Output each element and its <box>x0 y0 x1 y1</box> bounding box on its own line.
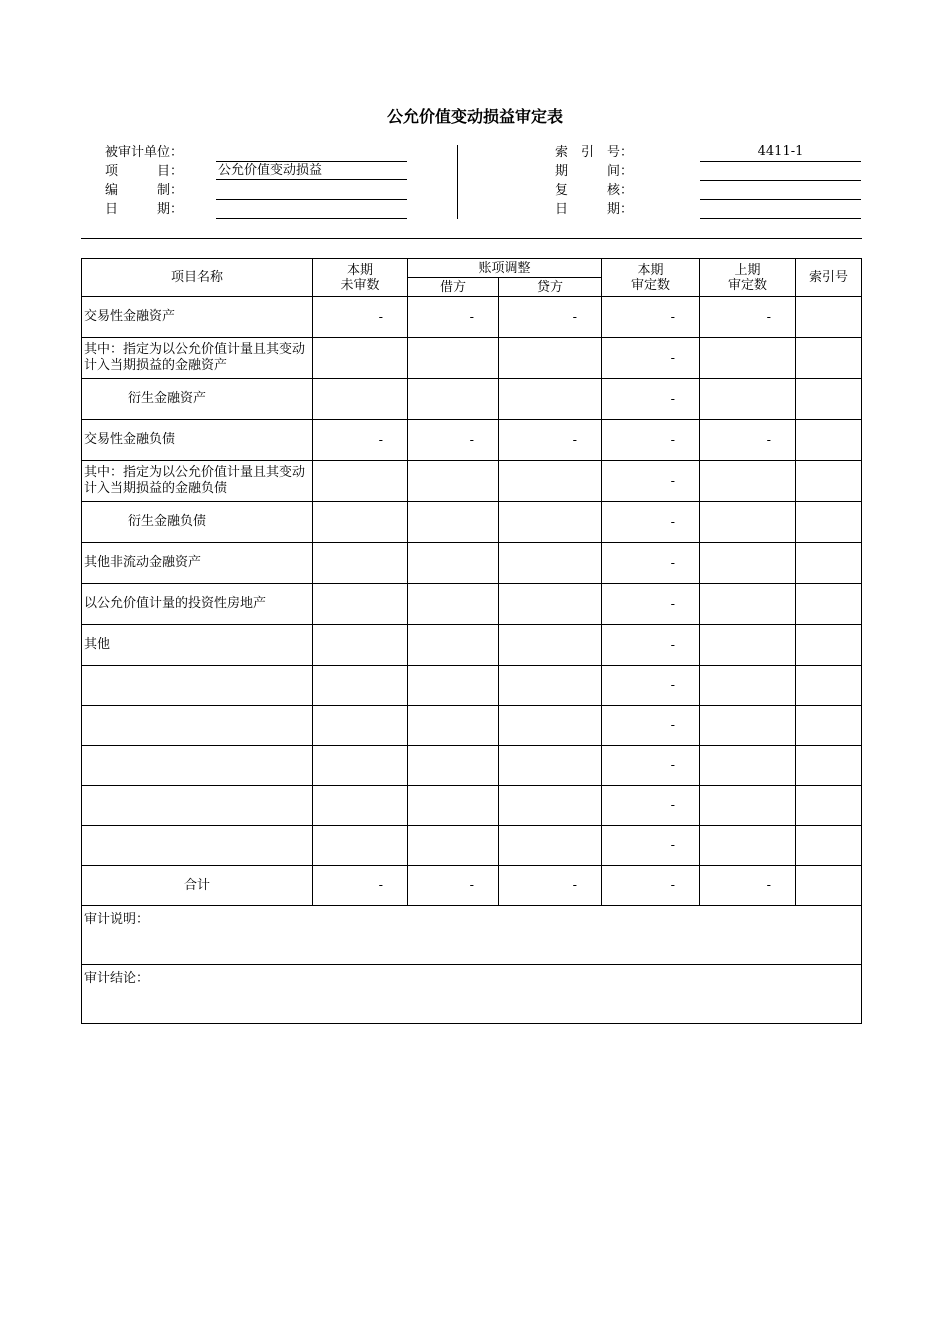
prepared-date-label: 日 期： <box>105 202 184 217</box>
current-audited-cell[interactable]: - <box>602 866 700 906</box>
debit-cell[interactable] <box>408 502 499 543</box>
item-name-cell: 其中：指定为以公允价值计量且其变动计入当期损益的金融资产 <box>82 338 313 379</box>
current-audited-cell[interactable]: - <box>602 297 700 338</box>
current-audited-cell[interactable]: - <box>602 379 700 420</box>
item-name-cell: 其他非流动金融资产 <box>82 543 313 584</box>
credit-cell[interactable] <box>499 786 602 826</box>
credit-cell[interactable] <box>499 826 602 866</box>
credit-cell[interactable] <box>499 543 602 584</box>
debit-cell[interactable] <box>408 338 499 379</box>
item-name-cell: 衍生金融负债 <box>82 502 313 543</box>
table-row <box>82 584 862 625</box>
credit-cell[interactable]: - <box>499 866 602 906</box>
col-header-credit: 贷方 <box>499 278 602 297</box>
credit-cell[interactable] <box>499 706 602 746</box>
credit-cell[interactable] <box>499 379 602 420</box>
total-row <box>82 866 862 906</box>
audited-unit-field[interactable] <box>216 143 407 162</box>
current-unaudited-cell[interactable] <box>313 666 408 706</box>
index-no-cell[interactable] <box>796 786 862 826</box>
debit-cell[interactable] <box>408 461 499 502</box>
table-row <box>82 379 862 420</box>
period-field[interactable] <box>700 162 861 181</box>
index-no-cell[interactable] <box>796 338 862 379</box>
index-no-cell[interactable] <box>796 379 862 420</box>
item-name-cell <box>82 746 313 786</box>
current-unaudited-cell[interactable] <box>313 461 408 502</box>
col-header-current-unaudited: 本期 未审数 <box>313 259 408 297</box>
current-audited-cell[interactable]: - <box>602 826 700 866</box>
prior-audited-cell[interactable] <box>700 786 796 826</box>
prepared-date-field[interactable] <box>216 200 407 219</box>
prior-audited-cell[interactable] <box>700 706 796 746</box>
index-no-cell[interactable] <box>796 584 862 625</box>
table-row <box>82 826 862 866</box>
debit-cell[interactable] <box>408 543 499 584</box>
current-audited-cell[interactable]: - <box>602 625 700 666</box>
header-divider <box>457 145 458 219</box>
index-no-cell[interactable] <box>796 461 862 502</box>
current-audited-cell[interactable]: - <box>602 584 700 625</box>
current-unaudited-cell[interactable] <box>313 625 408 666</box>
credit-cell[interactable]: - <box>499 420 602 461</box>
index-no-cell[interactable] <box>796 625 862 666</box>
table-row <box>82 420 862 461</box>
index-no-cell[interactable] <box>796 706 862 746</box>
current-unaudited-cell[interactable]: - <box>313 420 408 461</box>
current-audited-cell[interactable]: - <box>602 420 700 461</box>
page-title: 公允价值变动损益审定表 <box>386 107 563 126</box>
header-right-labels <box>555 143 633 219</box>
item-name-cell: 其他 <box>82 625 313 666</box>
current-unaudited-cell[interactable] <box>313 543 408 584</box>
item-name-cell: 交易性金融负债 <box>82 420 313 461</box>
audit-explanation-cell[interactable] <box>82 906 862 965</box>
current-unaudited-cell[interactable] <box>313 379 408 420</box>
col-header-current-audited: 本期 审定数 <box>602 259 700 297</box>
index-no-cell[interactable] <box>796 826 862 866</box>
current-unaudited-cell[interactable] <box>313 706 408 746</box>
audit-conclusion-cell[interactable] <box>82 965 862 1024</box>
current-audited-cell[interactable]: - <box>602 502 700 543</box>
prior-audited-cell[interactable] <box>700 746 796 786</box>
item-name-cell <box>82 706 313 746</box>
audit-table <box>81 258 862 1024</box>
table-row <box>82 746 862 786</box>
table-row <box>82 461 862 502</box>
prior-audited-cell[interactable] <box>700 461 796 502</box>
table-row <box>82 625 862 666</box>
table-row <box>82 338 862 379</box>
index-no-cell[interactable] <box>796 543 862 584</box>
current-unaudited-cell[interactable] <box>313 502 408 543</box>
credit-cell[interactable] <box>499 584 602 625</box>
table-row <box>82 786 862 826</box>
item-name-cell: 交易性金融资产 <box>82 297 313 338</box>
index-no-cell[interactable] <box>796 666 862 706</box>
current-unaudited-cell[interactable] <box>313 786 408 826</box>
credit-cell[interactable] <box>499 746 602 786</box>
current-audited-cell[interactable]: - <box>602 666 700 706</box>
period-label: 期 间： <box>555 164 634 179</box>
prepared-by-field[interactable] <box>216 181 407 200</box>
prior-audited-cell[interactable] <box>700 584 796 625</box>
index-no-label: 索 引 号： <box>555 145 634 160</box>
current-audited-cell[interactable]: - <box>602 706 700 746</box>
item-name-cell <box>82 826 313 866</box>
debit-cell[interactable] <box>408 625 499 666</box>
item-name-cell: 其中：指定为以公允价值计量且其变动计入当期损益的金融负债 <box>82 461 313 502</box>
current-unaudited-cell[interactable]: - <box>313 297 408 338</box>
debit-cell[interactable] <box>408 706 499 746</box>
debit-cell[interactable]: - <box>408 420 499 461</box>
header-rule <box>81 238 862 239</box>
table-row <box>82 502 862 543</box>
credit-cell[interactable] <box>499 338 602 379</box>
project-label: 项 目： <box>105 164 184 179</box>
prior-audited-cell[interactable] <box>700 543 796 584</box>
prior-audited-cell[interactable]: - <box>700 420 796 461</box>
index-no-cell[interactable] <box>796 866 862 906</box>
prior-audited-cell[interactable] <box>700 826 796 866</box>
review-field[interactable] <box>700 181 861 200</box>
col-header-debit: 借方 <box>408 278 499 297</box>
col-header-prior-audited: 上期 审定数 <box>700 259 796 297</box>
table-row <box>82 543 862 584</box>
current-unaudited-cell[interactable] <box>313 338 408 379</box>
index-no-cell[interactable] <box>796 502 862 543</box>
item-name-cell: 以公允价值计量的投资性房地产 <box>82 584 313 625</box>
table-row <box>82 297 862 338</box>
prior-audited-cell[interactable] <box>700 379 796 420</box>
debit-cell[interactable] <box>408 584 499 625</box>
credit-cell[interactable] <box>499 502 602 543</box>
debit-cell[interactable] <box>408 826 499 866</box>
current-audited-cell[interactable]: - <box>602 543 700 584</box>
current-unaudited-cell[interactable]: - <box>313 866 408 906</box>
debit-cell[interactable] <box>408 786 499 826</box>
prior-audited-cell[interactable]: - <box>700 866 796 906</box>
review-label: 复 核： <box>555 183 634 198</box>
debit-cell[interactable] <box>408 666 499 706</box>
audit-explanation-label: 审计说明： <box>84 912 150 927</box>
item-name-cell <box>82 786 313 826</box>
index-no-field[interactable]: 4411-1 <box>700 143 861 162</box>
debit-cell[interactable]: - <box>408 866 499 906</box>
debit-cell[interactable]: - <box>408 297 499 338</box>
current-unaudited-cell[interactable] <box>313 826 408 866</box>
col-header-item-name: 项目名称 <box>82 259 313 297</box>
prior-audited-cell[interactable] <box>700 338 796 379</box>
index-no-cell[interactable] <box>796 297 862 338</box>
table-row <box>82 706 862 746</box>
total-label: 合计 <box>82 866 313 906</box>
col-header-adjustment: 账项调整 <box>408 259 602 278</box>
current-unaudited-cell[interactable] <box>313 746 408 786</box>
prior-audited-cell[interactable] <box>700 502 796 543</box>
prepared-by-label: 编 制： <box>105 183 184 198</box>
col-header-index-no: 索引号 <box>796 259 862 297</box>
debit-cell[interactable] <box>408 379 499 420</box>
prior-audited-cell[interactable]: - <box>700 297 796 338</box>
credit-cell[interactable] <box>499 625 602 666</box>
audited-unit-label: 被审计单位： <box>105 145 184 160</box>
audit-conclusion-label: 审计结论： <box>84 971 150 986</box>
project-field[interactable]: 公允价值变动损益 <box>216 162 407 180</box>
table-row <box>82 666 862 706</box>
index-no-cell[interactable] <box>796 420 862 461</box>
item-name-cell: 衍生金融资产 <box>82 379 313 420</box>
item-name-cell <box>82 666 313 706</box>
current-audited-cell[interactable]: - <box>602 786 700 826</box>
review-date-label: 日 期： <box>555 202 634 217</box>
prior-audited-cell[interactable] <box>700 625 796 666</box>
credit-cell[interactable] <box>499 666 602 706</box>
current-audited-cell[interactable]: - <box>602 338 700 379</box>
debit-cell[interactable] <box>408 746 499 786</box>
index-no-cell[interactable] <box>796 746 862 786</box>
prior-audited-cell[interactable] <box>700 666 796 706</box>
current-audited-cell[interactable]: - <box>602 461 700 502</box>
credit-cell[interactable] <box>499 461 602 502</box>
current-audited-cell[interactable]: - <box>602 746 700 786</box>
credit-cell[interactable]: - <box>499 297 602 338</box>
review-date-field[interactable] <box>700 200 861 219</box>
current-unaudited-cell[interactable] <box>313 584 408 625</box>
header-left-labels <box>105 143 183 219</box>
